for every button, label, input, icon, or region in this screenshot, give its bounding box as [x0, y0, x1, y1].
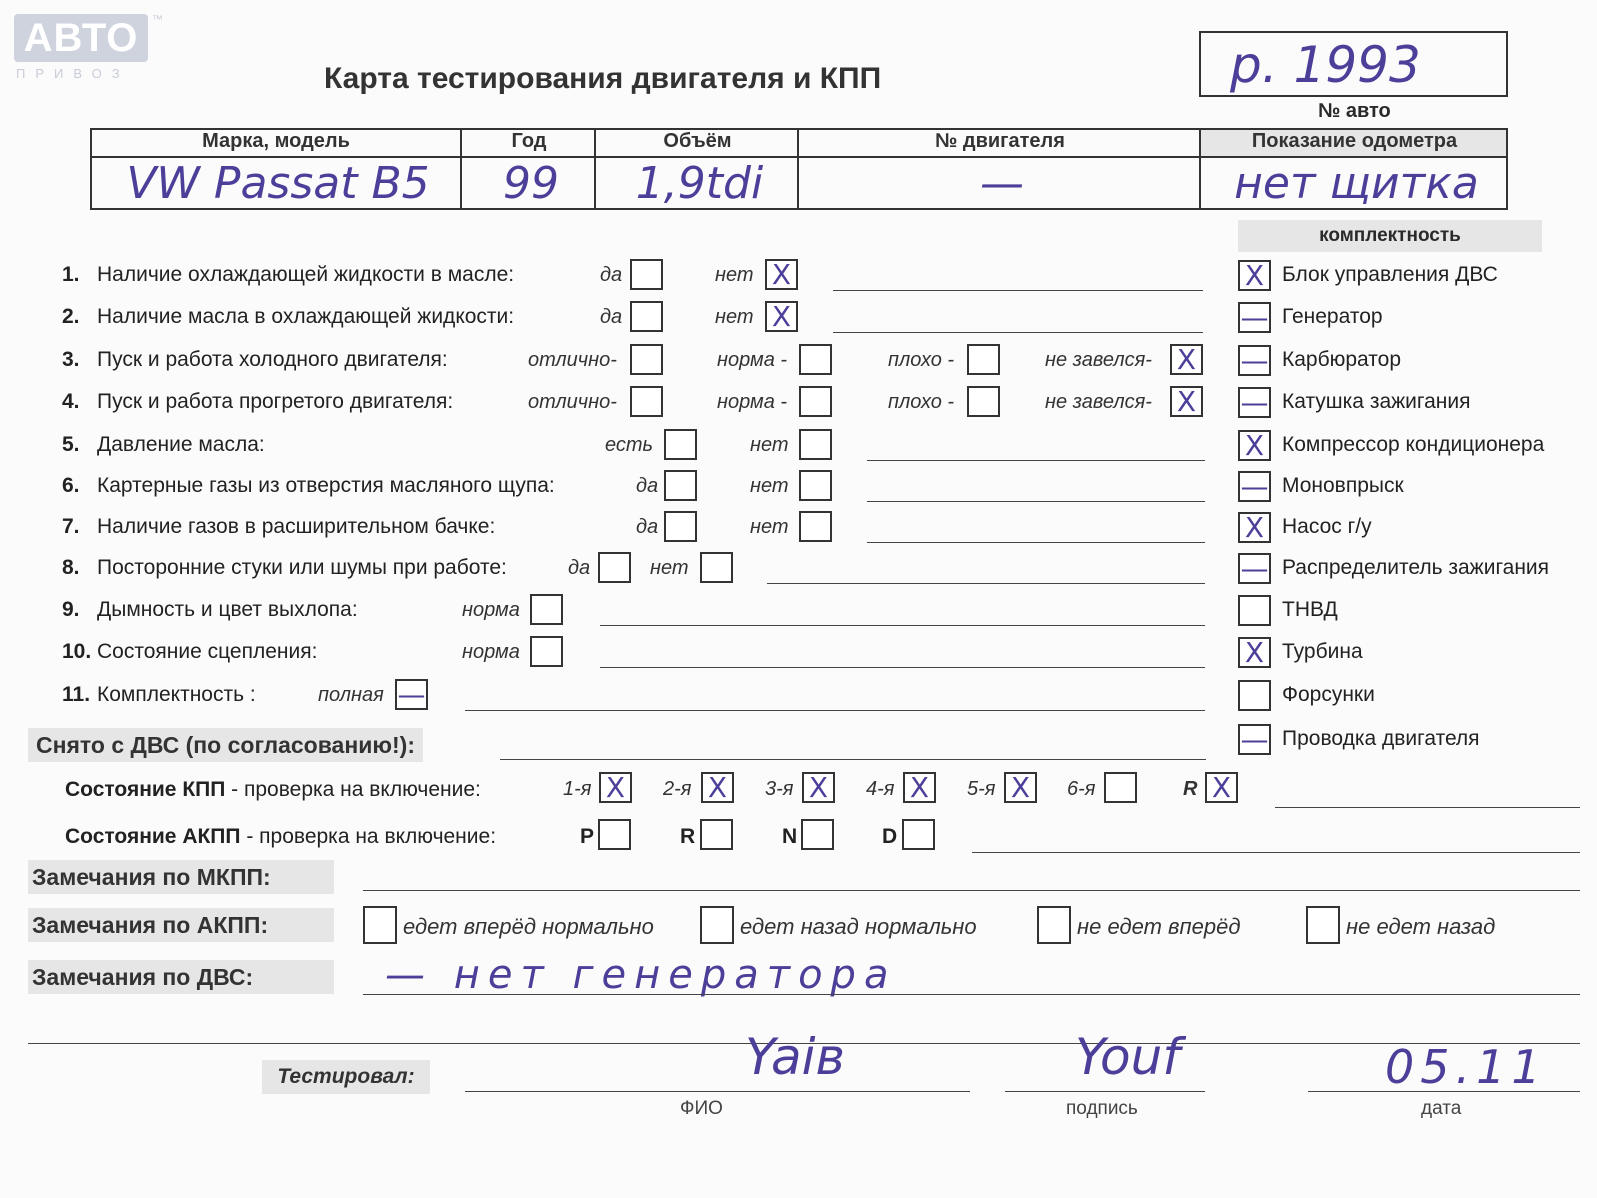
- remarks-akpp-label: Замечания по АКПП:: [28, 908, 334, 942]
- option-label: да: [636, 475, 659, 497]
- option-checkbox[interactable]: [799, 429, 832, 460]
- item-number: 8.: [62, 556, 80, 579]
- page-title: Карта тестирования двигателя и КПП: [324, 62, 882, 95]
- gear-checkbox[interactable]: [903, 772, 936, 803]
- akpp-remark-checkbox[interactable]: [1037, 906, 1071, 944]
- checkbox-mark: X: [771, 300, 792, 333]
- option-label: отлично-: [528, 391, 617, 413]
- tested-caption-date: дата: [1421, 1098, 1462, 1119]
- option-label: да: [636, 516, 659, 538]
- option-label: норма -: [717, 391, 788, 413]
- kit-label: Турбина: [1282, 640, 1363, 663]
- akpp-gear-checkbox[interactable]: [700, 819, 733, 850]
- kit-title: комплектность: [1238, 220, 1542, 252]
- checkbox-mark: X: [1244, 511, 1265, 544]
- option-checkbox[interactable]: [630, 344, 663, 375]
- checkbox-mark: X: [771, 258, 792, 291]
- header-value: —: [980, 158, 1024, 209]
- kit-checkbox[interactable]: [1238, 302, 1271, 333]
- gear-label: 5-я: [967, 778, 996, 800]
- remarks-dvs-line: [363, 994, 1580, 995]
- akpp-gear-label: P: [580, 825, 595, 848]
- item-fill-line: [833, 332, 1203, 333]
- option-label: плохо -: [888, 391, 955, 413]
- item-fill-line: [600, 625, 1205, 626]
- item-number: 7.: [62, 515, 80, 538]
- header-value: 99: [503, 158, 559, 209]
- checkbox-mark: —: [1240, 552, 1269, 585]
- remarks-dvs-value: — нет генератора: [385, 952, 897, 998]
- gear-label: 1-я: [563, 778, 592, 800]
- item-text: Дымность и цвет выхлопа:: [97, 598, 358, 621]
- option-checkbox[interactable]: [967, 386, 1000, 417]
- item-text: Посторонние стуки или шумы при работе:: [97, 556, 507, 579]
- item-number: 1.: [62, 263, 80, 286]
- header-col-label: Объём: [663, 130, 732, 152]
- header-col-label: Марка, модель: [202, 130, 350, 152]
- remarks-mkpp-line: [363, 890, 1580, 891]
- gear-checkbox[interactable]: [1104, 772, 1137, 803]
- akpp-line: [972, 852, 1580, 853]
- header-value: нет щитка: [1234, 158, 1479, 209]
- gear-checkbox[interactable]: [1205, 772, 1238, 803]
- akpp-remark-label: не едет вперёд: [1077, 914, 1241, 939]
- option-label: не завелся-: [1045, 391, 1152, 413]
- item-text: Наличие охлаждающей жидкости в масле:: [97, 263, 515, 286]
- kit-checkbox[interactable]: [1238, 637, 1271, 668]
- kit-checkbox[interactable]: [1238, 512, 1271, 543]
- option-checkbox[interactable]: [630, 301, 663, 332]
- checkbox-mark: —: [397, 678, 426, 711]
- option-label: не завелся-: [1045, 349, 1152, 371]
- option-label: норма -: [717, 349, 788, 371]
- option-checkbox[interactable]: [664, 429, 697, 460]
- tested-name-line: [465, 1091, 970, 1092]
- checkbox-mark: X: [1244, 259, 1265, 292]
- option-checkbox[interactable]: [395, 679, 428, 710]
- option-label: отлично-: [528, 349, 617, 371]
- item-text: Наличие масла в охлаждающей жидкости:: [97, 305, 515, 328]
- gear-label: 4-я: [866, 778, 895, 800]
- option-checkbox[interactable]: [1170, 386, 1203, 417]
- tested-name: Yaiв: [745, 1028, 845, 1086]
- item-text: Давление масла:: [97, 433, 265, 456]
- kit-checkbox[interactable]: [1238, 345, 1271, 376]
- akpp-remark-checkbox[interactable]: [700, 906, 734, 944]
- option-label: норма: [462, 641, 520, 663]
- item-number: 10.: [62, 640, 92, 663]
- item-number: 4.: [62, 390, 80, 413]
- checkbox-mark: —: [1240, 470, 1269, 503]
- option-label: нет: [715, 264, 754, 286]
- item-text: Картерные газы из отверстия масляного щупа:: [97, 474, 555, 497]
- logo-tm: ™: [152, 14, 163, 26]
- remarks-dvs-label: Замечания по ДВС:: [28, 960, 334, 994]
- header-value: 1,9tdi: [635, 158, 764, 209]
- option-label: да: [600, 264, 623, 286]
- kpp-line: [1275, 807, 1580, 808]
- item-number: 11.: [62, 683, 91, 706]
- akpp-gear-label: R: [680, 825, 696, 848]
- kit-label: Компрессор кондиционера: [1282, 433, 1545, 456]
- kit-checkbox[interactable]: [1238, 260, 1271, 291]
- option-label: полная: [318, 684, 384, 706]
- checkbox-mark: X: [808, 771, 829, 804]
- kit-checkbox[interactable]: [1238, 724, 1271, 755]
- akpp-label-rest: - проверка на включение:: [240, 825, 497, 848]
- logo-main: АВТО: [14, 14, 148, 62]
- item-text: Комплектность :: [97, 683, 256, 706]
- option-checkbox[interactable]: [799, 386, 832, 417]
- option-checkbox[interactable]: [664, 470, 697, 501]
- tested-date: 05.11: [1385, 1040, 1547, 1094]
- option-label: да: [600, 306, 623, 328]
- logo: [14, 14, 163, 84]
- akpp-remark-label: не едет назад: [1346, 914, 1496, 939]
- item-fill-line: [465, 710, 1205, 711]
- item-fill-line: [867, 460, 1205, 461]
- kpp-label: [65, 778, 481, 802]
- option-checkbox[interactable]: [1170, 344, 1203, 375]
- option-label: нет: [650, 557, 689, 579]
- option-checkbox[interactable]: [799, 344, 832, 375]
- option-label: нет: [750, 516, 789, 538]
- header-col-label: № двигателя: [935, 130, 1065, 152]
- option-checkbox[interactable]: [765, 259, 798, 290]
- option-checkbox[interactable]: [630, 386, 663, 417]
- kit-label: Моновпрыск: [1282, 474, 1404, 497]
- kpp-label-rest: - проверка на включение:: [225, 778, 481, 801]
- akpp-remark-label: едет назад нормально: [740, 914, 977, 939]
- akpp-remark-label: едет вперёд нормально: [403, 914, 654, 939]
- kit-label: Проводка двигателя: [1282, 727, 1480, 750]
- checkbox-mark: X: [1244, 429, 1265, 462]
- kit-checkbox[interactable]: [1238, 680, 1271, 711]
- item-number: 9.: [62, 598, 80, 621]
- item-fill-line: [833, 290, 1203, 291]
- option-checkbox[interactable]: [530, 594, 563, 625]
- kit-label: ТНВД: [1282, 598, 1338, 621]
- checkbox-mark: —: [1240, 386, 1269, 419]
- option-checkbox[interactable]: [799, 511, 832, 542]
- kit-checkbox[interactable]: [1238, 430, 1271, 461]
- tested-label: Тестировал:: [262, 1060, 430, 1094]
- option-label: нет: [750, 434, 789, 456]
- akpp-label-bold: Состояние АКПП: [65, 825, 241, 848]
- option-checkbox[interactable]: [799, 470, 832, 501]
- akpp-label: [65, 825, 496, 849]
- gear-label: 2-я: [663, 778, 692, 800]
- tested-caption-name: ФИО: [680, 1098, 723, 1119]
- option-label: нет: [750, 475, 789, 497]
- tested-signature-line: [1005, 1091, 1205, 1092]
- checkbox-mark: X: [605, 771, 626, 804]
- gear-label: 6-я: [1067, 778, 1096, 800]
- logo-sub: ПРИВОЗ: [16, 66, 130, 81]
- item-text: Пуск и работа холодного двигателя:: [97, 348, 448, 371]
- kit-checkbox[interactable]: [1238, 595, 1271, 626]
- kit-checkbox[interactable]: [1238, 553, 1271, 584]
- item-number: 3.: [62, 348, 80, 371]
- akpp-gear-checkbox[interactable]: [902, 819, 935, 850]
- option-checkbox[interactable]: [664, 511, 697, 542]
- kit-label: Насос г/у: [1282, 515, 1372, 538]
- akpp-gear-label: N: [782, 825, 798, 848]
- option-checkbox[interactable]: [765, 301, 798, 332]
- gear-checkbox[interactable]: [802, 772, 835, 803]
- kit-label: Блок управления ДВС: [1282, 263, 1498, 286]
- kit-label: Генератор: [1282, 305, 1383, 328]
- gear-checkbox[interactable]: [701, 772, 734, 803]
- car-number-value: р. 1993: [1230, 36, 1421, 94]
- tested-signature: Youf: [1075, 1028, 1180, 1086]
- item-text: Состояние сцепления:: [97, 640, 318, 663]
- kit-label: Карбюратор: [1282, 348, 1402, 371]
- tested-caption-signature: подпись: [1066, 1098, 1138, 1119]
- option-checkbox[interactable]: [598, 552, 631, 583]
- item-fill-line: [600, 667, 1205, 668]
- checkbox-mark: —: [1240, 723, 1269, 756]
- option-label: норма: [462, 599, 520, 621]
- kit-label: Катушка зажигания: [1282, 390, 1471, 413]
- checkbox-mark: X: [1176, 385, 1197, 418]
- akpp-remark-checkbox[interactable]: [1306, 906, 1340, 944]
- option-label: плохо -: [888, 349, 955, 371]
- kpp-label-bold: Состояние КПП: [65, 778, 226, 801]
- kit-label: Форсунки: [1282, 683, 1375, 706]
- remarks-mkpp-label: Замечания по МКПП:: [28, 860, 334, 894]
- akpp-remark-checkbox[interactable]: [363, 906, 397, 944]
- checkbox-mark: —: [1240, 344, 1269, 377]
- option-label: да: [568, 557, 591, 579]
- option-checkbox[interactable]: [530, 636, 563, 667]
- item-number: 2.: [62, 305, 80, 328]
- gear-checkbox[interactable]: [1004, 772, 1037, 803]
- option-checkbox[interactable]: [967, 344, 1000, 375]
- header-col-label: Показание одометра: [1251, 130, 1458, 152]
- checkbox-mark: X: [1211, 771, 1232, 804]
- checkbox-mark: X: [1244, 636, 1265, 669]
- kit-label: Распределитель зажигания: [1282, 556, 1550, 579]
- item-number: 5.: [62, 433, 80, 456]
- kit-checkbox[interactable]: [1238, 387, 1271, 418]
- akpp-gear-label: D: [882, 825, 898, 848]
- item-fill-line: [767, 583, 1205, 584]
- checkbox-mark: —: [1240, 301, 1269, 334]
- item-text: Наличие газов в расширительном бачке:: [97, 515, 496, 538]
- option-label: есть: [605, 434, 654, 456]
- gear-checkbox[interactable]: [599, 772, 632, 803]
- removed-line: [500, 759, 1206, 760]
- option-label: нет: [715, 306, 754, 328]
- option-checkbox[interactable]: [630, 259, 663, 290]
- gear-label: R: [1183, 778, 1198, 800]
- car-number-label: № авто: [1318, 100, 1391, 122]
- removed-label: Снято с ДВС (по согласованию!):: [28, 728, 423, 762]
- kit-checkbox[interactable]: [1238, 471, 1271, 502]
- item-number: 6.: [62, 474, 80, 497]
- item-fill-line: [867, 542, 1205, 543]
- header-col-label: Год: [511, 130, 547, 152]
- checkbox-mark: X: [1176, 343, 1197, 376]
- akpp-gear-checkbox[interactable]: [801, 819, 834, 850]
- akpp-gear-checkbox[interactable]: [598, 819, 631, 850]
- gear-label: 3-я: [765, 778, 794, 800]
- checkbox-mark: X: [707, 771, 728, 804]
- checkbox-mark: X: [909, 771, 930, 804]
- checkbox-mark: X: [1010, 771, 1031, 804]
- option-checkbox[interactable]: [700, 552, 733, 583]
- tested-date-line: [1308, 1091, 1580, 1092]
- header-value: VW Passat B5: [126, 158, 430, 209]
- item-fill-line: [867, 501, 1205, 502]
- item-text: Пуск и работа прогретого двигателя:: [97, 390, 454, 413]
